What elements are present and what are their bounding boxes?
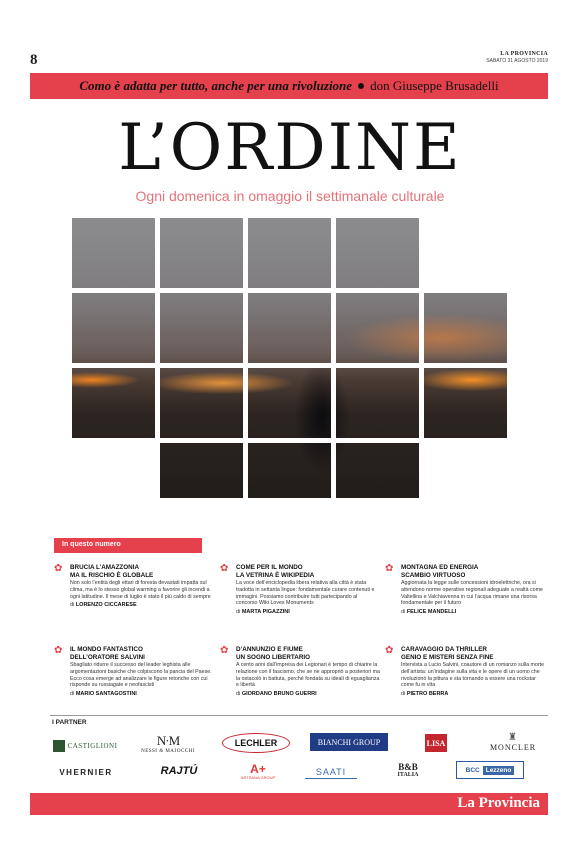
partner-logo-castiglioni[interactable]: CASTIGLIONI xyxy=(50,737,120,755)
photo-tile xyxy=(160,293,243,363)
article-byline: di LORENZO CICCARESE xyxy=(70,602,137,609)
partner-logo-moncler[interactable]: ♜ MONCLER xyxy=(489,731,537,752)
article-headline: BRUCIA L’AMAZZONIA MA IL RISCHIO È GLOBALE xyxy=(70,564,154,579)
partner-logo-artsana[interactable]: A+ ARTSANA GROUP xyxy=(240,761,276,780)
photo-tile xyxy=(336,368,419,438)
partners-label: I PARTNER xyxy=(52,719,87,726)
photo-tile xyxy=(248,443,331,513)
article-headline: CARAVAGGIO DA THRILLER GENIO E MISTERI SENZA FINE xyxy=(401,646,494,661)
article-byline: di MARTA PIGAZZINI xyxy=(236,609,290,616)
page-subtitle: Ogni domenica in omaggio il settimanale culturale xyxy=(135,188,445,204)
masthead xyxy=(486,51,548,64)
photo-tile xyxy=(424,293,507,363)
divider xyxy=(50,715,548,716)
quote-author: don Giuseppe Brusadelli xyxy=(370,78,499,93)
article-summary: Intervista a Lucio Salvini, coautore di un romanzo sulla morte dell’artista: un’indagine sulla vita e le opere di un uomo che rivoluzionò la pittura e sta tornando a essere una rockstar come fu in vita xyxy=(401,662,545,689)
article-summary: Sbagliato ridurre il successo del leader leghista alle argomentazioni basiche che colpiscono la pancia del Paese. Ecco cosa emerge ad analizzare le figure retoriche con cui risponde su russiagate e neofascisti xyxy=(70,662,212,689)
article-item[interactable] xyxy=(220,646,380,697)
article-item[interactable] xyxy=(54,564,214,608)
photo-tile xyxy=(72,368,155,438)
flower-icon: ✿ xyxy=(385,645,394,656)
partner-logo-bcc-lezzeno[interactable]: BCC Lezzeno xyxy=(456,761,524,779)
partner-logo-lechler[interactable]: LECHLER xyxy=(222,733,290,753)
article-headline: D’ANNUNZIO E FIUME UN SOGNO LIBERTARIO xyxy=(236,646,311,661)
castiglioni-mark-icon xyxy=(53,740,65,752)
partner-logo-bb-italia[interactable]: B&B ITALIA xyxy=(397,762,419,778)
flower-icon: ✿ xyxy=(54,645,63,656)
article-byline: di FELICE MANDELLI xyxy=(401,609,457,616)
cover-photo-mosaic xyxy=(72,218,512,498)
photo-tile xyxy=(160,443,243,513)
footer-brand-logo: La Provincia xyxy=(457,795,540,811)
article-item[interactable] xyxy=(220,564,380,615)
photo-tile xyxy=(336,218,419,288)
article-byline: di GIORDANO BRUNO GUERRI xyxy=(236,691,317,698)
article-summary: A cento anni dall’impresa dei Legionari è tempo di chiarire la relazione con il fascismo, che se ne appropriò a posteriori ma la ostacolò in battuta, perché fondata su ideali di eguaglianza e libertà xyxy=(236,662,380,689)
bullet-icon xyxy=(358,83,364,89)
partner-logo-vhernier[interactable]: VHERNIER xyxy=(59,767,113,777)
masthead-paper: LA PROVINCIA xyxy=(500,51,548,57)
article-headline: COME PER IL MONDO LA VETRINA È WIKIPEDIA xyxy=(236,564,315,579)
photo-tile xyxy=(248,293,331,363)
partner-logo-nessi-majocchi[interactable]: N·M NESSI & MAJOCCHI xyxy=(141,732,195,754)
page-title: L’ORDINE xyxy=(118,111,462,185)
article-summary: Non solo l’entità degli ettari di foresta devastati impatta sul clima, ma è lo stesso global warming a favorire gli incendi a ogni latitudine. Il mese di luglio è stato il più caldo di sempre xyxy=(70,580,211,600)
quote-text: Como è adatta per tutto, anche per una rivoluzione xyxy=(79,78,353,93)
article-byline: di PIETRO BERRA xyxy=(401,691,449,698)
article-headline: MONTAGNA ED ENERGIA SCAMBIO VIRTUOSO xyxy=(401,564,479,579)
photo-tile xyxy=(424,368,507,438)
partner-logo-lisa[interactable]: LISA xyxy=(425,734,447,752)
quote-banner xyxy=(30,73,548,99)
partner-logo-bianchi-group[interactable]: BIANCHI GROUP xyxy=(310,733,388,751)
photo-tile xyxy=(336,293,419,363)
photo-tile xyxy=(160,218,243,288)
flower-icon: ✿ xyxy=(54,563,63,574)
article-summary: Aggiornata la legge sulle concessioni idroelettriche, ora si attendono norme operative regionali adeguate a realtà come Valtellina e Valchiavenna in cui l’acqua rimane una risorsa fondamentale per il futuro xyxy=(401,580,543,607)
footer-bar xyxy=(30,793,548,815)
photo-tile xyxy=(248,368,331,438)
masthead-date: SABATO 31 AGOSTO 2019 xyxy=(486,58,548,64)
flower-icon: ✿ xyxy=(220,563,229,574)
article-headline: IL MONDO FANTASTICO DELL’ORATORE SALVINI xyxy=(70,646,145,661)
photo-tile xyxy=(72,218,155,288)
photo-tile xyxy=(248,218,331,288)
article-byline: di MARIO SANTAGOSTINI xyxy=(70,691,137,698)
article-item[interactable] xyxy=(54,646,214,697)
section-label: In questo numero xyxy=(54,538,202,553)
article-summary: La voce dell’enciclopedia libera relativa alla città è stata tradotta in settanta lingue: fondamentale curare contenuti e immagini. Possiamo contribuire tutti partecipando al concorso Wiki Loves Monuments xyxy=(236,580,375,607)
page-number: 8 xyxy=(30,52,38,68)
article-item[interactable] xyxy=(385,564,545,615)
photo-tile xyxy=(336,443,419,513)
partner-logo-rajtu[interactable]: RAJTÚ xyxy=(160,765,198,777)
flower-icon: ✿ xyxy=(220,645,229,656)
article-item[interactable] xyxy=(385,646,545,697)
moncler-crest-icon: ♜ xyxy=(508,731,518,743)
partner-logo-saati[interactable]: SAATI xyxy=(305,765,357,779)
flower-icon: ✿ xyxy=(385,563,394,574)
photo-tile xyxy=(72,293,155,363)
photo-tile xyxy=(160,368,243,438)
